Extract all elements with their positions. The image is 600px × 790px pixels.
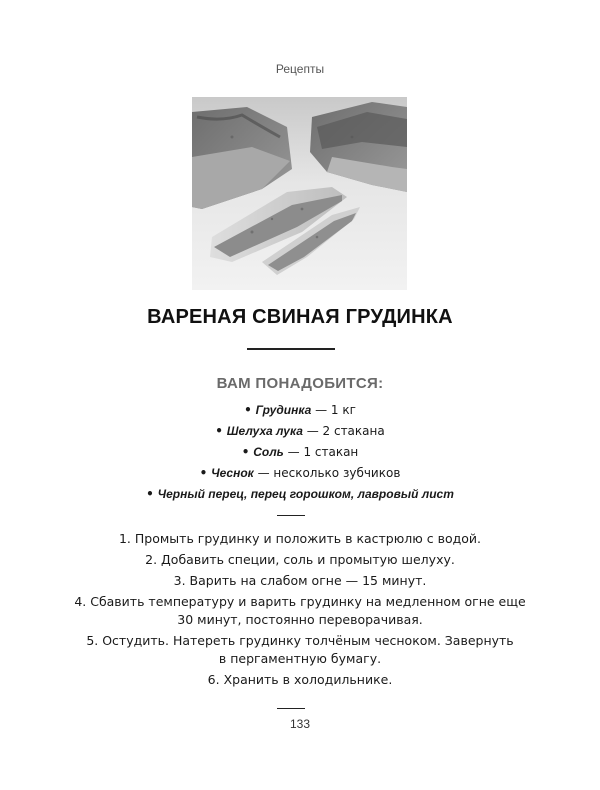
title-divider <box>247 348 335 350</box>
step-item <box>0 572 600 590</box>
ingredient-amount: — 2 стакана <box>302 424 385 438</box>
step-text: 1. Промыть грудинку и положить в кастрюлю с водой. <box>118 531 482 546</box>
step-item <box>0 530 600 548</box>
step-text: 5. Остудить. Натереть грудинку толчёным чесноком. Завернуть <box>86 633 514 648</box>
ingredients-divider <box>277 515 305 516</box>
ingredient-item <box>0 421 600 442</box>
ingredient-amount: — 1 стакан <box>283 445 359 459</box>
step-text-continued: 30 минут, постоянно переворачивая. <box>177 612 423 627</box>
pork-belly-illustration <box>192 97 407 290</box>
step-text: 2. Добавить специи, соль и промытую шелуху. <box>145 552 455 567</box>
running-head: Рецепты <box>275 62 325 76</box>
step-item <box>0 593 600 629</box>
step-text: 3. Варить на слабом огне — 15 минут. <box>173 573 427 588</box>
ingredient-name: Чеснок <box>211 466 254 480</box>
bullet: • <box>241 445 250 459</box>
ingredient-item <box>0 463 600 484</box>
recipe-photo <box>192 97 407 290</box>
steps-list <box>0 530 600 692</box>
step-text: 6. Хранить в холодильнике. <box>207 672 393 687</box>
recipe-title: ВАРЕНАЯ СВИНАЯ ГРУДИНКА <box>147 306 453 328</box>
ingredient-name: Шелуха лука <box>226 424 303 438</box>
step-text-continued: в пергаментную бумагу. <box>218 651 382 666</box>
page-number: 133 <box>289 717 311 731</box>
step-item <box>0 632 600 668</box>
bullet: • <box>146 487 154 501</box>
ingredient-name: Черный перец, перец горошком, лавровый лист <box>157 487 454 501</box>
step-item <box>0 671 600 689</box>
ingredients-list <box>0 400 600 505</box>
step-item <box>0 551 600 569</box>
ingredient-name: Грудинка <box>255 403 312 417</box>
bullet: • <box>215 424 223 438</box>
ingredient-amount: — несколько зубчиков <box>253 466 401 480</box>
ingredient-item <box>0 400 600 421</box>
ingredient-item <box>0 484 600 505</box>
step-text: 4. Сбавить температуру и варить грудинку на медленном огне еще <box>74 594 526 609</box>
ingredient-amount: — 1 кг <box>311 403 356 417</box>
footer-divider <box>277 708 305 709</box>
ingredient-item <box>0 442 600 463</box>
bullet: • <box>199 466 208 480</box>
ingredients-heading: ВАМ ПОНАДОБИТСЯ: <box>216 375 384 392</box>
ingredient-name: Соль <box>253 445 284 459</box>
bullet: • <box>244 403 252 417</box>
